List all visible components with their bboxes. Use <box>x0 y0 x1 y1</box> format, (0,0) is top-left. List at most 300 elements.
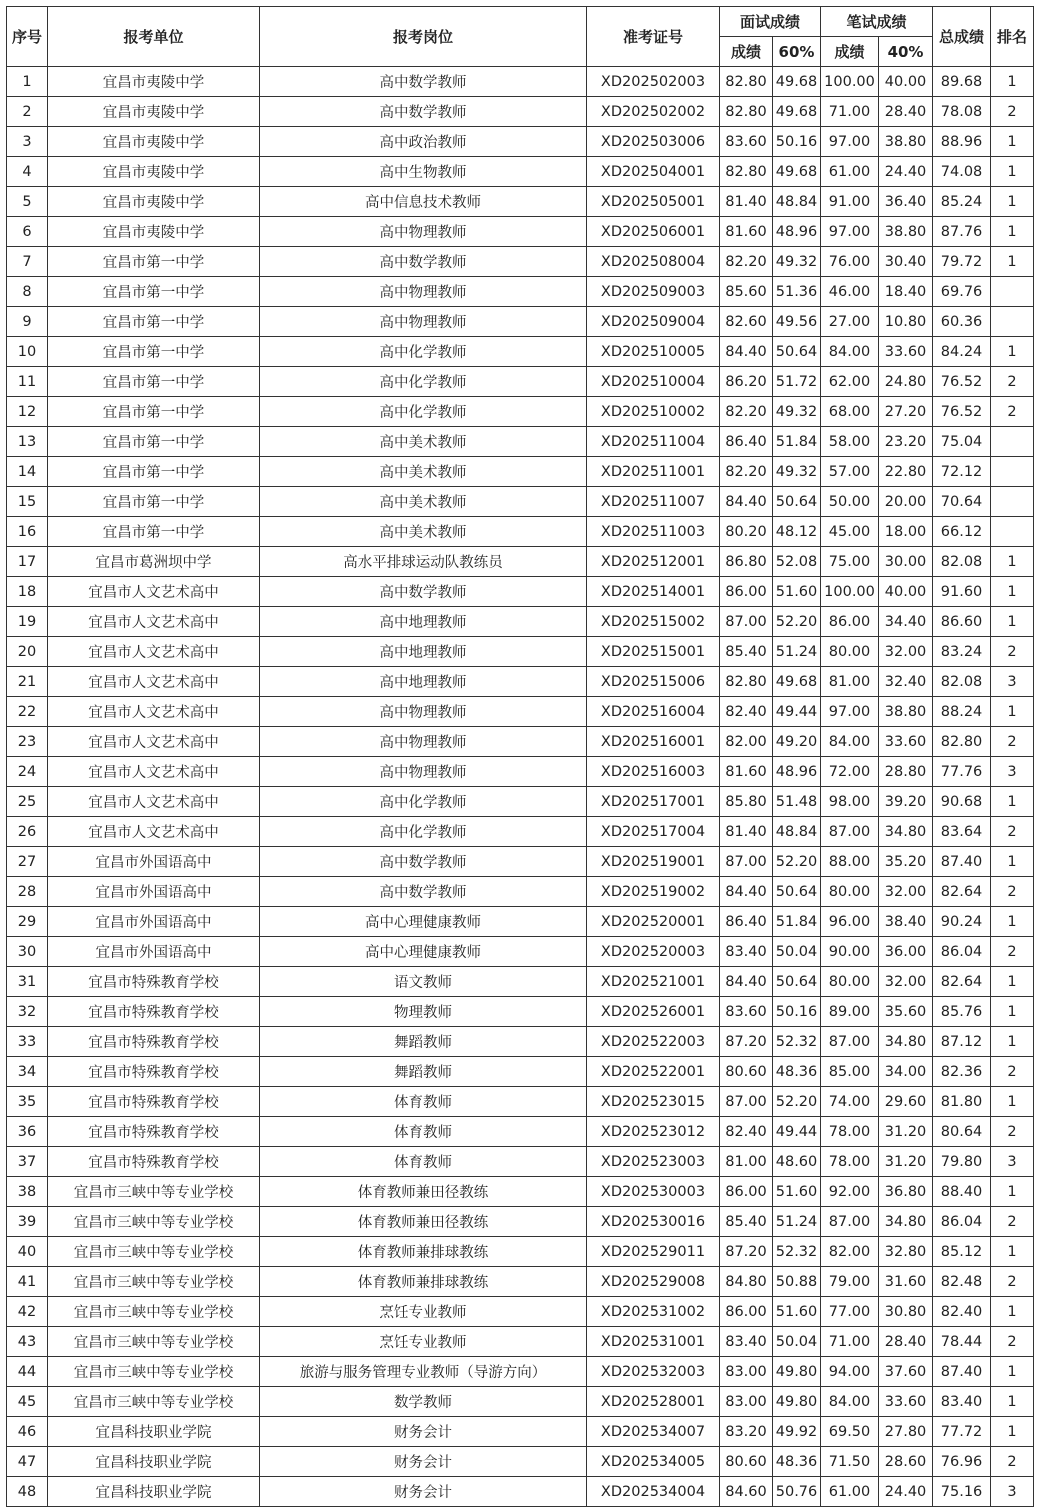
cell-unit: 宜昌市特殊教育学校 <box>48 1087 260 1117</box>
cell-seq: 34 <box>7 1057 48 1087</box>
cell-seq: 16 <box>7 517 48 547</box>
cell-interview-weighted: 51.60 <box>773 1177 821 1207</box>
cell-interview-score: 83.40 <box>720 1327 773 1357</box>
cell-interview-score: 82.80 <box>720 667 773 697</box>
cell-post: 高中物理教师 <box>260 307 587 337</box>
cell-post: 体育教师兼田径教练 <box>260 1177 587 1207</box>
cell-total: 82.36 <box>933 1057 991 1087</box>
cell-total: 77.76 <box>933 757 991 787</box>
cell-rank: 2 <box>991 367 1034 397</box>
cell-rank: 1 <box>991 187 1034 217</box>
cell-total: 82.40 <box>933 1297 991 1327</box>
cell-interview-weighted: 51.84 <box>773 907 821 937</box>
cell-ticket: XD202520001 <box>587 907 720 937</box>
cell-interview-weighted: 52.08 <box>773 547 821 577</box>
cell-interview-score: 82.40 <box>720 1117 773 1147</box>
cell-written-score: 50.00 <box>821 487 879 517</box>
cell-written-score: 57.00 <box>821 457 879 487</box>
table-row <box>7 637 1034 667</box>
cell-written-score: 78.00 <box>821 1147 879 1177</box>
cell-interview-weighted: 50.64 <box>773 487 821 517</box>
cell-interview-weighted: 49.68 <box>773 67 821 97</box>
cell-written-weighted: 18.40 <box>879 277 933 307</box>
cell-total: 81.80 <box>933 1087 991 1117</box>
cell-interview-score: 84.60 <box>720 1477 773 1507</box>
cell-interview-weighted: 52.32 <box>773 1237 821 1267</box>
cell-rank: 1 <box>991 907 1034 937</box>
cell-total: 77.72 <box>933 1417 991 1447</box>
cell-rank: 2 <box>991 1327 1034 1357</box>
cell-ticket: XD202515001 <box>587 637 720 667</box>
cell-seq: 10 <box>7 337 48 367</box>
cell-written-score: 61.00 <box>821 157 879 187</box>
cell-rank: 1 <box>991 967 1034 997</box>
cell-written-score: 71.50 <box>821 1447 879 1477</box>
table-row <box>7 487 1034 517</box>
cell-interview-score: 82.60 <box>720 307 773 337</box>
cell-seq: 1 <box>7 67 48 97</box>
cell-post: 高中物理教师 <box>260 757 587 787</box>
cell-seq: 44 <box>7 1357 48 1387</box>
cell-total: 79.80 <box>933 1147 991 1177</box>
cell-rank: 3 <box>991 1477 1034 1507</box>
cell-ticket: XD202529011 <box>587 1237 720 1267</box>
cell-rank: 1 <box>991 1357 1034 1387</box>
cell-written-weighted: 34.80 <box>879 817 933 847</box>
cell-post: 舞蹈教师 <box>260 1057 587 1087</box>
cell-interview-weighted: 49.68 <box>773 667 821 697</box>
cell-seq: 45 <box>7 1387 48 1417</box>
cell-post: 语文教师 <box>260 967 587 997</box>
cell-seq: 26 <box>7 817 48 847</box>
cell-ticket: XD202516004 <box>587 697 720 727</box>
cell-interview-score: 82.80 <box>720 157 773 187</box>
table-row <box>7 1027 1034 1057</box>
cell-interview-score: 86.20 <box>720 367 773 397</box>
cell-post: 高中化学教师 <box>260 367 587 397</box>
cell-seq: 8 <box>7 277 48 307</box>
cell-written-weighted: 24.80 <box>879 367 933 397</box>
cell-written-score: 87.00 <box>821 1207 879 1237</box>
cell-written-weighted: 39.20 <box>879 787 933 817</box>
cell-unit: 宜昌市三峡中等专业学校 <box>48 1237 260 1267</box>
cell-total: 85.76 <box>933 997 991 1027</box>
cell-post: 数学教师 <box>260 1387 587 1417</box>
cell-rank: 2 <box>991 727 1034 757</box>
cell-seq: 9 <box>7 307 48 337</box>
cell-post: 高中数学教师 <box>260 67 587 97</box>
cell-ticket: XD202534005 <box>587 1447 720 1477</box>
cell-ticket: XD202509003 <box>587 277 720 307</box>
cell-rank: 3 <box>991 757 1034 787</box>
cell-unit: 宜昌市第一中学 <box>48 367 260 397</box>
cell-written-weighted: 24.40 <box>879 1477 933 1507</box>
cell-seq: 20 <box>7 637 48 667</box>
cell-written-score: 71.00 <box>821 97 879 127</box>
cell-interview-weighted: 52.20 <box>773 607 821 637</box>
header-interview: 面试成绩 <box>720 7 821 37</box>
cell-interview-weighted: 50.88 <box>773 1267 821 1297</box>
cell-unit: 宜昌市第一中学 <box>48 247 260 277</box>
cell-written-score: 90.00 <box>821 937 879 967</box>
cell-seq: 11 <box>7 367 48 397</box>
cell-rank: 2 <box>991 97 1034 127</box>
cell-rank: 1 <box>991 1387 1034 1417</box>
cell-written-weighted: 38.40 <box>879 907 933 937</box>
header-seq: 序号 <box>7 7 48 67</box>
cell-post: 烹饪专业教师 <box>260 1327 587 1357</box>
cell-seq: 22 <box>7 697 48 727</box>
cell-interview-score: 84.80 <box>720 1267 773 1297</box>
cell-written-score: 72.00 <box>821 757 879 787</box>
cell-total: 91.60 <box>933 577 991 607</box>
cell-interview-weighted: 51.60 <box>773 577 821 607</box>
cell-ticket: XD202526001 <box>587 997 720 1027</box>
table-row <box>7 757 1034 787</box>
cell-total: 83.40 <box>933 1387 991 1417</box>
cell-written-weighted: 38.80 <box>879 217 933 247</box>
cell-post: 高中心理健康教师 <box>260 937 587 967</box>
cell-seq: 17 <box>7 547 48 577</box>
cell-seq: 47 <box>7 1447 48 1477</box>
cell-seq: 46 <box>7 1417 48 1447</box>
cell-unit: 宜昌市人文艺术高中 <box>48 637 260 667</box>
cell-post: 高中地理教师 <box>260 667 587 697</box>
cell-interview-score: 82.80 <box>720 67 773 97</box>
cell-rank <box>991 277 1034 307</box>
cell-rank: 1 <box>991 607 1034 637</box>
table-row <box>7 1477 1034 1507</box>
cell-written-weighted: 38.80 <box>879 127 933 157</box>
table-row <box>7 1267 1034 1297</box>
cell-interview-score: 82.20 <box>720 397 773 427</box>
cell-seq: 15 <box>7 487 48 517</box>
cell-interview-score: 80.20 <box>720 517 773 547</box>
cell-interview-weighted: 49.32 <box>773 247 821 277</box>
header-rank: 排名 <box>991 7 1034 67</box>
table-row <box>7 397 1034 427</box>
cell-total: 82.80 <box>933 727 991 757</box>
cell-written-weighted: 27.80 <box>879 1417 933 1447</box>
cell-total: 76.52 <box>933 397 991 427</box>
header-ticket: 准考证号 <box>587 7 720 67</box>
table-row <box>7 127 1034 157</box>
cell-seq: 30 <box>7 937 48 967</box>
cell-interview-score: 86.00 <box>720 577 773 607</box>
cell-post: 高中物理教师 <box>260 697 587 727</box>
cell-rank: 1 <box>991 1417 1034 1447</box>
cell-unit: 宜昌市三峡中等专业学校 <box>48 1207 260 1237</box>
table-row <box>7 847 1034 877</box>
cell-post: 财务会计 <box>260 1477 587 1507</box>
cell-rank: 2 <box>991 1207 1034 1237</box>
table-row <box>7 1327 1034 1357</box>
cell-total: 83.64 <box>933 817 991 847</box>
cell-written-score: 87.00 <box>821 1027 879 1057</box>
cell-total: 87.40 <box>933 1357 991 1387</box>
cell-ticket: XD202511001 <box>587 457 720 487</box>
header-interview-score: 成绩 <box>720 37 773 67</box>
cell-interview-weighted: 51.24 <box>773 1207 821 1237</box>
cell-rank: 2 <box>991 877 1034 907</box>
cell-total: 75.04 <box>933 427 991 457</box>
cell-written-score: 81.00 <box>821 667 879 697</box>
cell-ticket: XD202530003 <box>587 1177 720 1207</box>
cell-seq: 13 <box>7 427 48 457</box>
cell-unit: 宜昌市人文艺术高中 <box>48 757 260 787</box>
cell-written-score: 97.00 <box>821 217 879 247</box>
cell-ticket: XD202523012 <box>587 1117 720 1147</box>
header-interview-weight: 60% <box>773 37 821 67</box>
cell-written-score: 97.00 <box>821 697 879 727</box>
cell-unit: 宜昌市夷陵中学 <box>48 127 260 157</box>
cell-interview-score: 83.20 <box>720 1417 773 1447</box>
cell-post: 旅游与服务管理专业教师（导游方向） <box>260 1357 587 1387</box>
cell-post: 高中化学教师 <box>260 337 587 367</box>
cell-rank <box>991 457 1034 487</box>
cell-written-weighted: 28.60 <box>879 1447 933 1477</box>
cell-seq: 32 <box>7 997 48 1027</box>
cell-seq: 36 <box>7 1117 48 1147</box>
table-row <box>7 247 1034 277</box>
cell-written-weighted: 40.00 <box>879 577 933 607</box>
cell-interview-weighted: 50.04 <box>773 1327 821 1357</box>
cell-rank: 2 <box>991 1057 1034 1087</box>
cell-total: 76.96 <box>933 1447 991 1477</box>
cell-unit: 宜昌市夷陵中学 <box>48 217 260 247</box>
cell-interview-score: 81.60 <box>720 217 773 247</box>
cell-rank: 2 <box>991 1117 1034 1147</box>
table-row <box>7 547 1034 577</box>
table-row <box>7 577 1034 607</box>
cell-written-weighted: 28.80 <box>879 757 933 787</box>
cell-ticket: XD202534004 <box>587 1477 720 1507</box>
cell-written-weighted: 18.00 <box>879 517 933 547</box>
cell-seq: 28 <box>7 877 48 907</box>
cell-interview-score: 83.60 <box>720 997 773 1027</box>
cell-rank: 1 <box>991 1177 1034 1207</box>
cell-post: 高中心理健康教师 <box>260 907 587 937</box>
cell-seq: 24 <box>7 757 48 787</box>
cell-written-weighted: 36.80 <box>879 1177 933 1207</box>
cell-post: 高中化学教师 <box>260 397 587 427</box>
cell-interview-weighted: 48.96 <box>773 757 821 787</box>
cell-rank: 1 <box>991 547 1034 577</box>
cell-interview-weighted: 50.64 <box>773 337 821 367</box>
cell-rank: 1 <box>991 997 1034 1027</box>
cell-seq: 31 <box>7 967 48 997</box>
cell-total: 89.68 <box>933 67 991 97</box>
cell-ticket: XD202510002 <box>587 397 720 427</box>
cell-ticket: XD202515002 <box>587 607 720 637</box>
cell-rank: 2 <box>991 637 1034 667</box>
cell-interview-score: 83.00 <box>720 1387 773 1417</box>
cell-total: 86.04 <box>933 1207 991 1237</box>
cell-ticket: XD202511004 <box>587 427 720 457</box>
table-row <box>7 427 1034 457</box>
cell-total: 82.08 <box>933 667 991 697</box>
cell-interview-score: 84.40 <box>720 877 773 907</box>
cell-interview-score: 82.20 <box>720 247 773 277</box>
cell-written-score: 27.00 <box>821 307 879 337</box>
cell-unit: 宜昌市特殊教育学校 <box>48 1057 260 1087</box>
cell-seq: 42 <box>7 1297 48 1327</box>
cell-total: 87.40 <box>933 847 991 877</box>
cell-written-weighted: 33.60 <box>879 727 933 757</box>
cell-seq: 2 <box>7 97 48 127</box>
cell-post: 高中数学教师 <box>260 847 587 877</box>
cell-total: 90.68 <box>933 787 991 817</box>
cell-interview-score: 84.40 <box>720 337 773 367</box>
cell-interview-score: 87.20 <box>720 1027 773 1057</box>
cell-unit: 宜昌市人文艺术高中 <box>48 787 260 817</box>
cell-post: 体育教师 <box>260 1117 587 1147</box>
cell-written-weighted: 31.20 <box>879 1147 933 1177</box>
cell-interview-weighted: 49.32 <box>773 457 821 487</box>
table-row <box>7 1387 1034 1417</box>
cell-unit: 宜昌市第一中学 <box>48 457 260 487</box>
cell-ticket: XD202511003 <box>587 517 720 547</box>
cell-post: 高水平排球运动队教练员 <box>260 547 587 577</box>
cell-total: 84.24 <box>933 337 991 367</box>
cell-total: 80.64 <box>933 1117 991 1147</box>
cell-post: 高中物理教师 <box>260 727 587 757</box>
cell-interview-score: 86.80 <box>720 547 773 577</box>
cell-total: 82.08 <box>933 547 991 577</box>
cell-interview-weighted: 49.68 <box>773 157 821 187</box>
cell-post: 高中化学教师 <box>260 817 587 847</box>
cell-written-score: 77.00 <box>821 1297 879 1327</box>
table-row <box>7 1207 1034 1237</box>
header-written: 笔试成绩 <box>821 7 933 37</box>
cell-interview-weighted: 52.32 <box>773 1027 821 1057</box>
cell-seq: 48 <box>7 1477 48 1507</box>
cell-interview-score: 82.40 <box>720 697 773 727</box>
cell-post: 财务会计 <box>260 1417 587 1447</box>
cell-interview-weighted: 49.92 <box>773 1417 821 1447</box>
cell-ticket: XD202515006 <box>587 667 720 697</box>
table-row <box>7 337 1034 367</box>
header-total: 总成绩 <box>933 7 991 67</box>
cell-unit: 宜昌市第一中学 <box>48 277 260 307</box>
cell-written-score: 79.00 <box>821 1267 879 1297</box>
cell-written-weighted: 35.20 <box>879 847 933 877</box>
cell-interview-score: 87.00 <box>720 607 773 637</box>
cell-total: 66.12 <box>933 517 991 547</box>
cell-rank: 3 <box>991 1147 1034 1177</box>
cell-written-weighted: 29.60 <box>879 1087 933 1117</box>
cell-seq: 19 <box>7 607 48 637</box>
cell-written-score: 45.00 <box>821 517 879 547</box>
table-row <box>7 277 1034 307</box>
cell-written-score: 82.00 <box>821 1237 879 1267</box>
cell-interview-score: 83.60 <box>720 127 773 157</box>
cell-total: 78.08 <box>933 97 991 127</box>
cell-written-score: 61.00 <box>821 1477 879 1507</box>
table-row <box>7 667 1034 697</box>
cell-unit: 宜昌市人文艺术高中 <box>48 727 260 757</box>
cell-interview-weighted: 49.32 <box>773 397 821 427</box>
cell-total: 75.16 <box>933 1477 991 1507</box>
table-row <box>7 907 1034 937</box>
cell-total: 60.36 <box>933 307 991 337</box>
cell-unit: 宜昌市特殊教育学校 <box>48 967 260 997</box>
cell-written-score: 85.00 <box>821 1057 879 1087</box>
cell-rank: 2 <box>991 397 1034 427</box>
cell-unit: 宜昌市人文艺术高中 <box>48 607 260 637</box>
table-row <box>7 307 1034 337</box>
cell-written-weighted: 22.80 <box>879 457 933 487</box>
cell-rank: 1 <box>991 577 1034 607</box>
table-row <box>7 1087 1034 1117</box>
table-row <box>7 217 1034 247</box>
cell-rank: 2 <box>991 1447 1034 1477</box>
cell-interview-weighted: 51.36 <box>773 277 821 307</box>
cell-written-score: 76.00 <box>821 247 879 277</box>
cell-written-score: 91.00 <box>821 187 879 217</box>
cell-ticket: XD202502003 <box>587 67 720 97</box>
cell-interview-weighted: 48.60 <box>773 1147 821 1177</box>
header-unit: 报考单位 <box>48 7 260 67</box>
table-row <box>7 517 1034 547</box>
cell-written-weighted: 28.40 <box>879 97 933 127</box>
table-row <box>7 367 1034 397</box>
cell-total: 72.12 <box>933 457 991 487</box>
cell-interview-weighted: 51.84 <box>773 427 821 457</box>
cell-unit: 宜昌市外国语高中 <box>48 907 260 937</box>
cell-total: 86.60 <box>933 607 991 637</box>
cell-written-score: 62.00 <box>821 367 879 397</box>
cell-interview-weighted: 50.64 <box>773 967 821 997</box>
cell-total: 88.96 <box>933 127 991 157</box>
cell-seq: 29 <box>7 907 48 937</box>
cell-interview-weighted: 51.48 <box>773 787 821 817</box>
cell-unit: 宜昌市第一中学 <box>48 487 260 517</box>
cell-interview-score: 87.00 <box>720 1087 773 1117</box>
cell-ticket: XD202506001 <box>587 217 720 247</box>
cell-rank: 1 <box>991 1237 1034 1267</box>
table-row <box>7 1057 1034 1087</box>
cell-total: 85.24 <box>933 187 991 217</box>
cell-unit: 宜昌市特殊教育学校 <box>48 997 260 1027</box>
cell-total: 82.64 <box>933 967 991 997</box>
cell-unit: 宜昌市人文艺术高中 <box>48 577 260 607</box>
cell-seq: 37 <box>7 1147 48 1177</box>
cell-unit: 宜昌市第一中学 <box>48 337 260 367</box>
cell-interview-score: 87.20 <box>720 1237 773 1267</box>
cell-post: 高中地理教师 <box>260 637 587 667</box>
cell-seq: 25 <box>7 787 48 817</box>
cell-written-weighted: 20.00 <box>879 487 933 517</box>
cell-seq: 27 <box>7 847 48 877</box>
cell-unit: 宜昌市葛洲坝中学 <box>48 547 260 577</box>
cell-post: 高中物理教师 <box>260 217 587 247</box>
table-row <box>7 1177 1034 1207</box>
cell-written-weighted: 32.80 <box>879 1237 933 1267</box>
cell-unit: 宜昌市夷陵中学 <box>48 187 260 217</box>
cell-written-weighted: 38.80 <box>879 697 933 727</box>
cell-interview-weighted: 50.16 <box>773 127 821 157</box>
cell-unit: 宜昌市特殊教育学校 <box>48 1117 260 1147</box>
cell-written-score: 80.00 <box>821 877 879 907</box>
cell-post: 舞蹈教师 <box>260 1027 587 1057</box>
cell-interview-weighted: 48.12 <box>773 517 821 547</box>
cell-rank: 1 <box>991 67 1034 97</box>
cell-total: 87.12 <box>933 1027 991 1057</box>
cell-post: 高中政治教师 <box>260 127 587 157</box>
cell-written-score: 58.00 <box>821 427 879 457</box>
cell-interview-weighted: 50.76 <box>773 1477 821 1507</box>
